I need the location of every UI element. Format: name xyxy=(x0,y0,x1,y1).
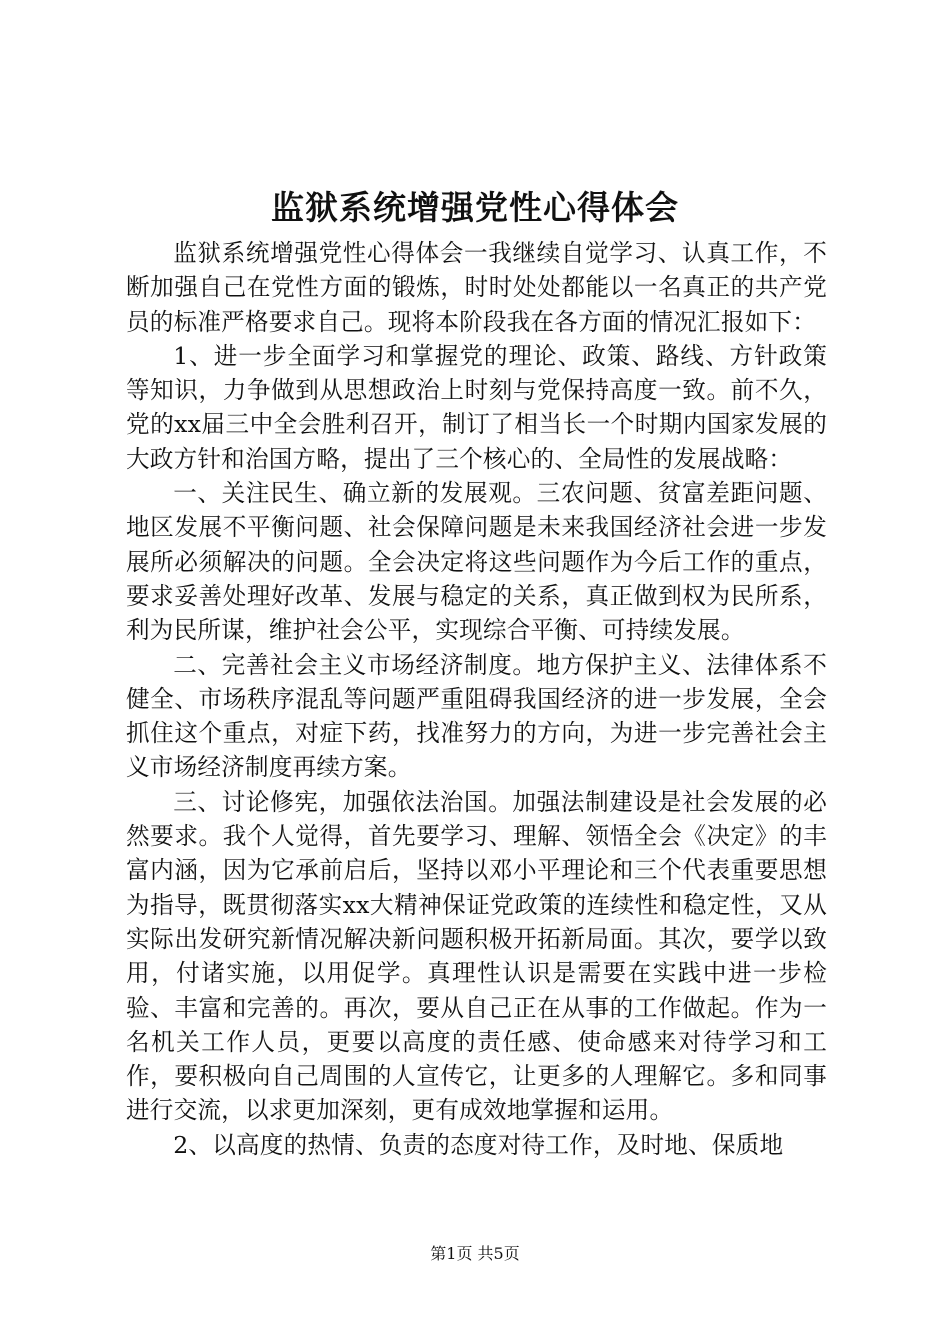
paragraph-strategy-3: 三、讨论修宪，加强依法治国。加强法制建设是社会发展的必然要求。我个人觉得，首先要学习、理解、领悟全会《决定》的丰富内涵，因为它承前启后，坚持以邓小平理论和三个代表重要思想为指导，既贯彻落实xx大精神保证党政策的连续性和稳定性，又从实际出发研究新情况解决新问题积极开拓新局面。其次，要学以致用，付诸实施，以用促学。真理性认识是需要在实践中进一步检验、丰富和完善的。再次，要从自己正在从事的工作做起。作为一名机关工作人员，更要以高度的责任感、使命感来对待学习和工作，要积极向自己周围的人宣传它，让更多的人理解它。多和同事进行交流，以求更加深刻，更有成效地掌握和运用。 xyxy=(126,787,827,1125)
paragraph-point-2: 2、以高度的热情、负责的态度对待工作，及时地、保质地 xyxy=(173,1130,784,1159)
document-title: 监狱系统增强党性心得体会 xyxy=(271,188,679,227)
document-body xyxy=(126,236,827,1162)
paragraph-strategy-2: 二、完善社会主义市场经济制度。地方保护主义、法律体系不健全、市场秩序混乱等问题严重阻碍我国经济的进一步发展，全会抓住这个重点，对症下药，找准努力的方向，为进一步完善社会主义市场经济制度再续方案。 xyxy=(126,650,827,782)
paragraph-strategy-1: 一、关注民生、确立新的发展观。三农问题、贫富差距问题、地区发展不平衡问题、社会保障问题是未来我国经济社会进一步发展所必须解决的问题。全会决定将这些问题作为今后工作的重点，要求妥善处理好改革、发展与稳定的关系，真正做到权为民所系，利为民所谋，维护社会公平，实现综合平衡、可持续发展。 xyxy=(126,479,827,645)
paragraph-intro: 监狱系统增强党性心得体会一我继续自觉学习、认真工作，不断加强自己在党性方面的锻炼，时时处处都能以一名真正的共产党员的标准严格要求自己。现将本阶段我在各方面的情况汇报如下： xyxy=(126,239,827,336)
page-number-footer: 第1页 共5页 xyxy=(430,1244,520,1263)
paragraph-point-1: 1、进一步全面学习和掌握党的理论、政策、路线、方针政策等知识，力争做到从思想政治上时刻与党保持高度一致。前不久，党的xx届三中全会胜利召开，制订了相当长一个时期内国家发展的大政方针和治国方略，提出了三个核心的、全局性的发展战略： xyxy=(126,341,827,473)
